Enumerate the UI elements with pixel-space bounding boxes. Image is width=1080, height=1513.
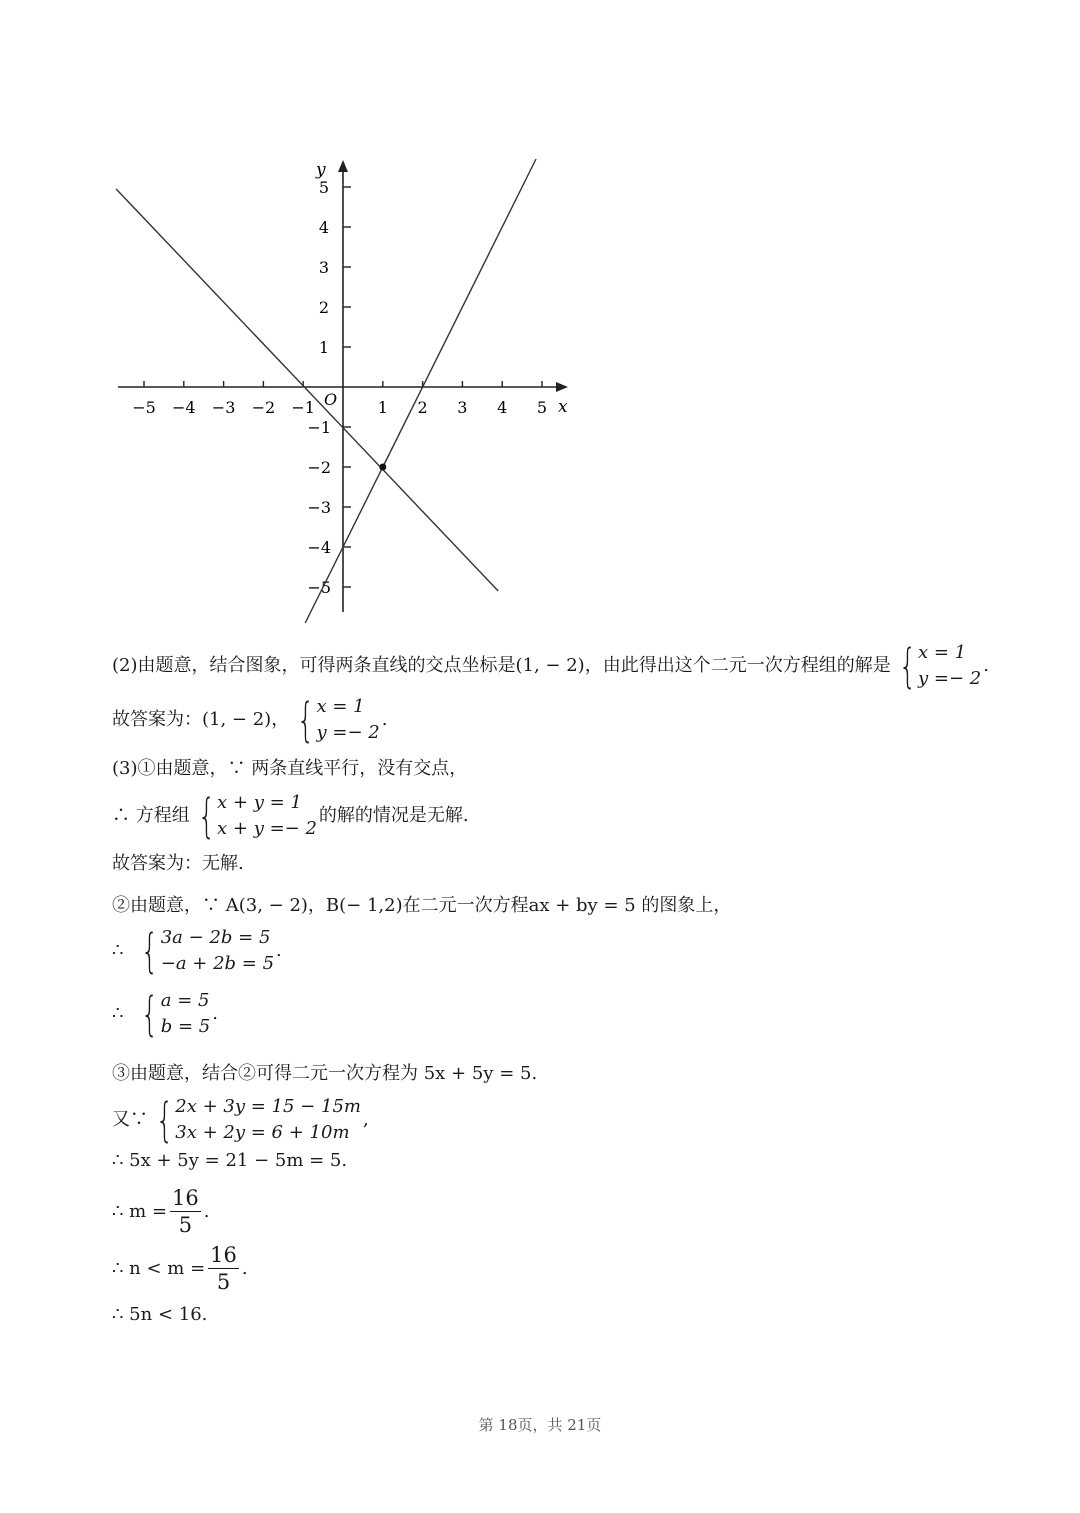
solAB-line bbox=[112, 988, 218, 1040]
x-axis-arrow bbox=[556, 382, 568, 392]
sys-row: 3x + 2y = 6 + 10m bbox=[175, 1122, 350, 1143]
brace-icon: { bbox=[297, 693, 315, 747]
y-tick-label: −1 bbox=[307, 418, 331, 437]
sys-row: y =− 2 bbox=[917, 668, 982, 689]
y-axis-arrow bbox=[338, 160, 348, 172]
sys-row: a = 5 bbox=[160, 990, 210, 1011]
punct: . bbox=[983, 655, 989, 676]
sysAB-system bbox=[135, 925, 274, 977]
brace-icon: { bbox=[197, 789, 216, 843]
part3-1-text: (3)①由题意，∵ 两条直线平行，没有交点， bbox=[112, 758, 468, 779]
x-axis-label: x bbox=[558, 397, 568, 417]
brace-icon: { bbox=[898, 639, 917, 693]
answer2-system bbox=[291, 694, 380, 746]
x-tick-label: 4 bbox=[497, 398, 508, 417]
step4-line bbox=[112, 1302, 207, 1328]
part2-system bbox=[893, 640, 982, 692]
sys-row: b = 5 bbox=[160, 1016, 211, 1037]
answer3-text: 故答案为：无解. bbox=[112, 853, 244, 874]
x-tick-label: 3 bbox=[457, 398, 468, 417]
y-tick-label: 4 bbox=[318, 218, 329, 237]
y-tick-label: −3 bbox=[307, 498, 331, 517]
sysM-system bbox=[150, 1094, 361, 1146]
system3-prefix: ∴ 方程组 bbox=[112, 805, 190, 826]
system3-system bbox=[192, 790, 317, 842]
y-tick-label: −5 bbox=[307, 578, 331, 597]
origin-label: O bbox=[324, 390, 338, 409]
x-tick-label: 2 bbox=[417, 398, 428, 417]
step1-line bbox=[112, 1148, 347, 1174]
part3-2-line bbox=[112, 893, 731, 919]
sys-row: −a + 2b = 5 bbox=[160, 953, 275, 974]
x-tick-label: −1 bbox=[291, 398, 315, 417]
step3-line bbox=[112, 1242, 248, 1295]
y-tick-label: 1 bbox=[318, 338, 329, 357]
step4-text: ∴ 5n < 16. bbox=[112, 1304, 208, 1325]
sysM-prefix: 又∵ bbox=[112, 1109, 148, 1130]
coordinate-graph bbox=[110, 150, 710, 630]
y-tick-label: 5 bbox=[318, 178, 329, 197]
sys-row: x = 1 bbox=[316, 696, 365, 717]
page-footer: 第 18页，共 21页 bbox=[478, 1416, 602, 1434]
sys-row: 3a − 2b = 5 bbox=[160, 927, 271, 948]
step2-line bbox=[112, 1185, 210, 1238]
brace-icon: { bbox=[141, 987, 159, 1041]
step1-text: ∴ 5x + 5y = 21 − 5m = 5. bbox=[112, 1150, 348, 1171]
punct: . bbox=[203, 1200, 210, 1222]
punct: . bbox=[381, 709, 388, 730]
sys-row: y =− 2 bbox=[316, 722, 380, 743]
part2-text: (2)由题意，结合图象，可得两条直线的交点坐标是(1, − 2)，由此得出这个二元一次方程组的解是 bbox=[112, 655, 891, 676]
part3-2-text: ②由题意，∵ A(3, − 2)，B(− 1,2)在二元一次方程ax + by = 5 的图象上， bbox=[112, 895, 732, 916]
solAB-system bbox=[135, 988, 210, 1040]
part2-line bbox=[112, 640, 989, 692]
punct: . bbox=[212, 1003, 218, 1024]
sys-row: x + y = 1 bbox=[217, 792, 302, 813]
system3-line bbox=[112, 790, 469, 842]
part3-3-line bbox=[112, 1061, 537, 1087]
numerator: 16 bbox=[210, 1243, 237, 1267]
punct: . bbox=[241, 1257, 248, 1279]
step2-prefix: ∴ m = bbox=[112, 1200, 168, 1222]
y-tick-label: 3 bbox=[318, 258, 329, 277]
punct: , bbox=[362, 1109, 369, 1130]
step3-prefix: ∴ n < m = bbox=[112, 1257, 206, 1279]
system3-suffix: 的解的情况是无解. bbox=[318, 805, 469, 826]
line-y-2x-minus-4 bbox=[305, 159, 536, 623]
y-axis-label: y bbox=[316, 160, 326, 180]
line-y-neg-x-minus-1 bbox=[116, 189, 498, 591]
fraction bbox=[208, 1242, 239, 1295]
numerator: 16 bbox=[172, 1186, 199, 1210]
y-tick-label: −2 bbox=[307, 458, 331, 477]
part3-3-text: ③由题意，结合②可得二元一次方程为 5x + 5y = 5. bbox=[112, 1063, 538, 1084]
brace-icon: { bbox=[155, 1093, 174, 1147]
part3-1-line bbox=[112, 756, 467, 782]
sys-row: x = 1 bbox=[917, 642, 967, 663]
intersection-point bbox=[379, 464, 386, 471]
y-tick-label: −4 bbox=[307, 538, 331, 557]
answer2-text: 故答案为：(1, − 2)， bbox=[112, 709, 290, 730]
x-tick-label: 5 bbox=[536, 398, 548, 417]
x-tick-label: −3 bbox=[211, 398, 236, 417]
punct: . bbox=[276, 940, 282, 961]
sysM-line bbox=[112, 1094, 369, 1146]
sys-row: x + y =− 2 bbox=[217, 818, 317, 839]
x-tick-label: −2 bbox=[251, 398, 276, 417]
therefore: ∴ bbox=[112, 1003, 124, 1024]
answer3-line bbox=[112, 851, 244, 877]
denominator: 5 bbox=[216, 1270, 231, 1294]
answer2-line bbox=[112, 694, 387, 746]
sys-row: 2x + 3y = 15 − 15m bbox=[175, 1096, 361, 1117]
fraction bbox=[170, 1185, 201, 1238]
x-tick-label: −5 bbox=[132, 398, 156, 417]
brace-icon: { bbox=[141, 924, 159, 978]
denominator: 5 bbox=[178, 1213, 193, 1237]
x-tick-label: 1 bbox=[377, 398, 388, 417]
sysAB-line bbox=[112, 925, 282, 977]
therefore: ∴ bbox=[112, 940, 124, 961]
y-tick-label: 2 bbox=[318, 298, 329, 317]
x-tick-label: −4 bbox=[172, 398, 196, 417]
